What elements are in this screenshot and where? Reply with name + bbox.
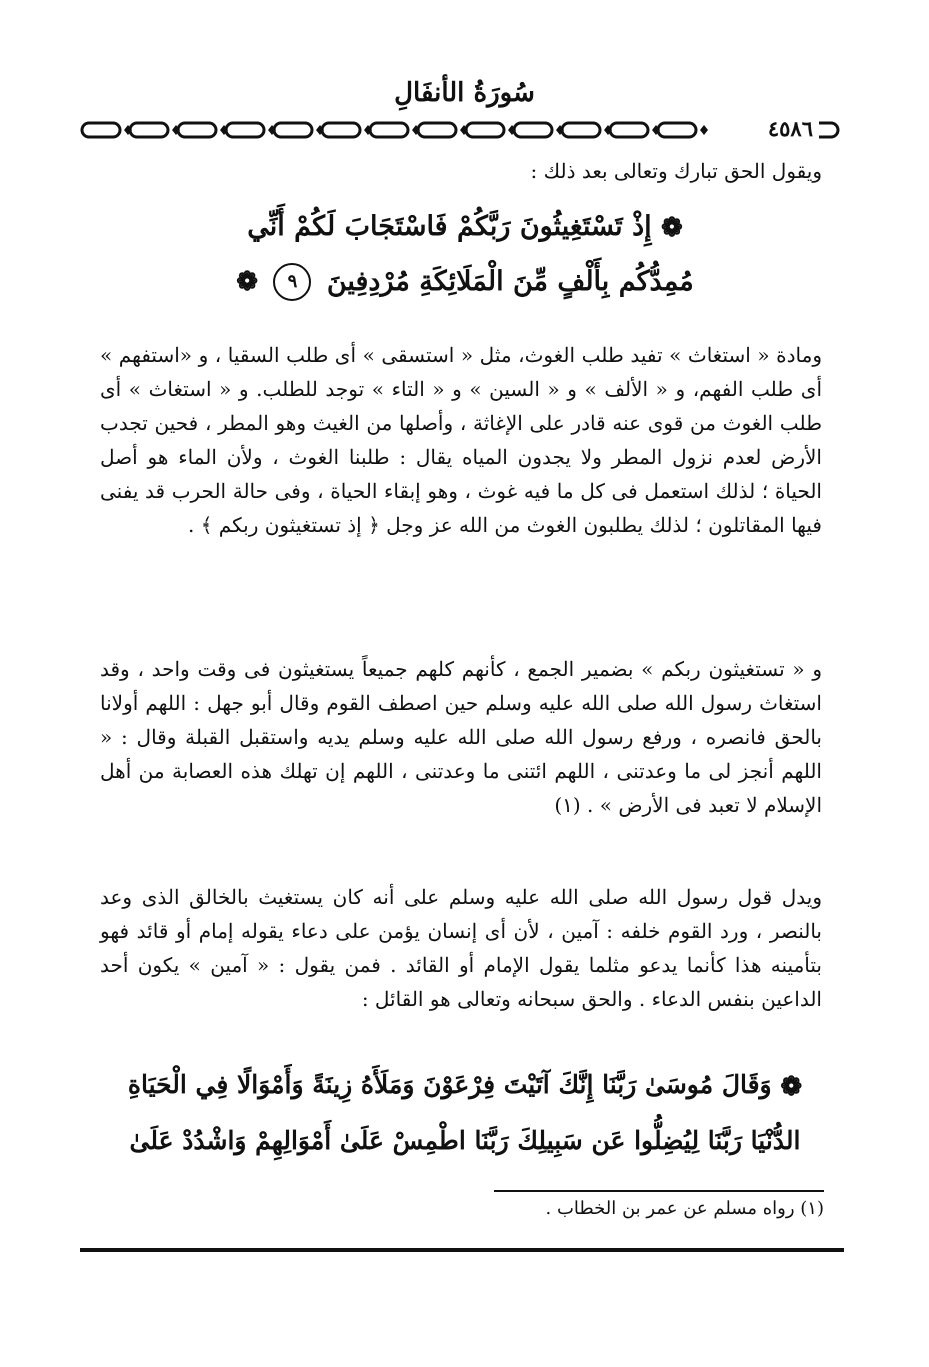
verse-line: [95, 200, 835, 255]
paragraph-text: و « تستغيثون ربكم » بضمير الجمع ، كأنهم كلهم جميعاً يستغيثون فى وقت واحد ، وقد استغاث رسول الله صلى الله عليه وسلم حين اصطف القوم وقال أبو جهل : اللهم أولانا بالحق فانصره ، ورفع رسول الله صلى الله عليه وسلم يديه واستقبل القبلة وقال : « اللهم أنجز لى ما وعدتنى ، اللهم ائتنى ما وعدتنى ، اللهم إن تهلك هذه العصابة من أهل الإسلام لا تعبد فى الأرض » . (١): [100, 657, 822, 817]
paragraph-text: ويدل قول رسول الله صلى الله عليه وسلم على أنه كان يستغيث بالخالق الذى وعد بالنصر ، ورد القوم خلفه : آمين ، لأن أى إنسان يؤمن على دعاء يقوله إمام أو قائد فهو بتأمينه هذا كأنما يدعو مثلما يقول الإمام أو القائد . فمن يقول : « آمين » يكون أحد الداعين بنفس الدعاء . والحق سبحانه وتعالى هو القائل :: [100, 885, 822, 1011]
paragraph: [100, 338, 822, 542]
paragraph: [100, 880, 822, 1016]
intro-line: ويقول الحق تبارك وتعالى بعد ذلك :: [530, 159, 822, 183]
footnote-divider: [494, 1190, 824, 1192]
paragraph-text: ومادة « استغاث » تفيد طلب الغوث، مثل « استسقى » أى طلب السقيا ، و «استفهم » أى طلب الفهم، و « الألف » و « السين » و « التاء » توجد للطلب. و « استغاث » أى طلب الغوث من قوى عنه قادر على الإغاثة ، وأصلها من الغيث وهو المطر ، فحين تجدب الأرض لعدم نزول المطر ولا يجدون المياه يقال : طلبنا الغوث ، ولأن الماء هو أصل الحياة ؛ لذلك استعمل فى كل ما فيه غوث ، وهو إبقاء الحياة ، وفى حالة الحرب قد يفنى فيها المقاتلون ؛ لذلك يطلبون الغوث من الله عز وجل ﴿ إذ تستغيثون ربكم ﴾ .: [100, 343, 822, 537]
verse-text: مُمِدُّكُم بِأَلْفٍ مِّنَ الْمَلَائِكَةِ مُرْدِفِينَ: [326, 265, 694, 297]
verse-text: إِذْ تَسْتَغِيثُونَ رَبَّكُمْ فَاسْتَجَابَ لَكُمْ أَنِّي: [247, 211, 652, 242]
verse-text: وَقَالَ مُوسَىٰ رَبَّنَا إِنَّكَ آتَيْتَ فِرْعَوْنَ وَمَلَأَهُ زِينَةً وَأَمْوَالًا فِي الْحَيَاةِ: [127, 1070, 772, 1099]
ornament-icon: ❁: [236, 267, 259, 297]
footnote: (١) رواه مسلم عن عمر بن الخطاب .: [545, 1198, 824, 1219]
page-bottom-rule: [80, 1248, 844, 1252]
ayah-number-marker: ٩: [273, 263, 311, 301]
quran-verse-block-1: [95, 200, 835, 309]
quran-verse-block-2: [95, 1058, 835, 1168]
ornament-icon: ❁: [780, 1071, 803, 1102]
verse-line: [95, 1114, 835, 1168]
ornamental-header-rule: [78, 118, 846, 142]
verse-line: [95, 1058, 835, 1114]
verse-line: [95, 255, 835, 310]
surah-title: سُورَةُ الأنفَالِ: [394, 78, 535, 108]
page-number: ٤٥٨٦: [762, 116, 819, 142]
paragraph: [100, 652, 822, 822]
ornament-icon: ❁: [661, 212, 683, 243]
verse-text: الدُّنْيَا رَبَّنَا لِيُضِلُّوا عَن سَبِيلِكَ رَبَّنَا اطْمِسْ عَلَىٰ أَمْوَالِهِمْ وَاشْدُدْ عَلَىٰ: [129, 1125, 801, 1155]
